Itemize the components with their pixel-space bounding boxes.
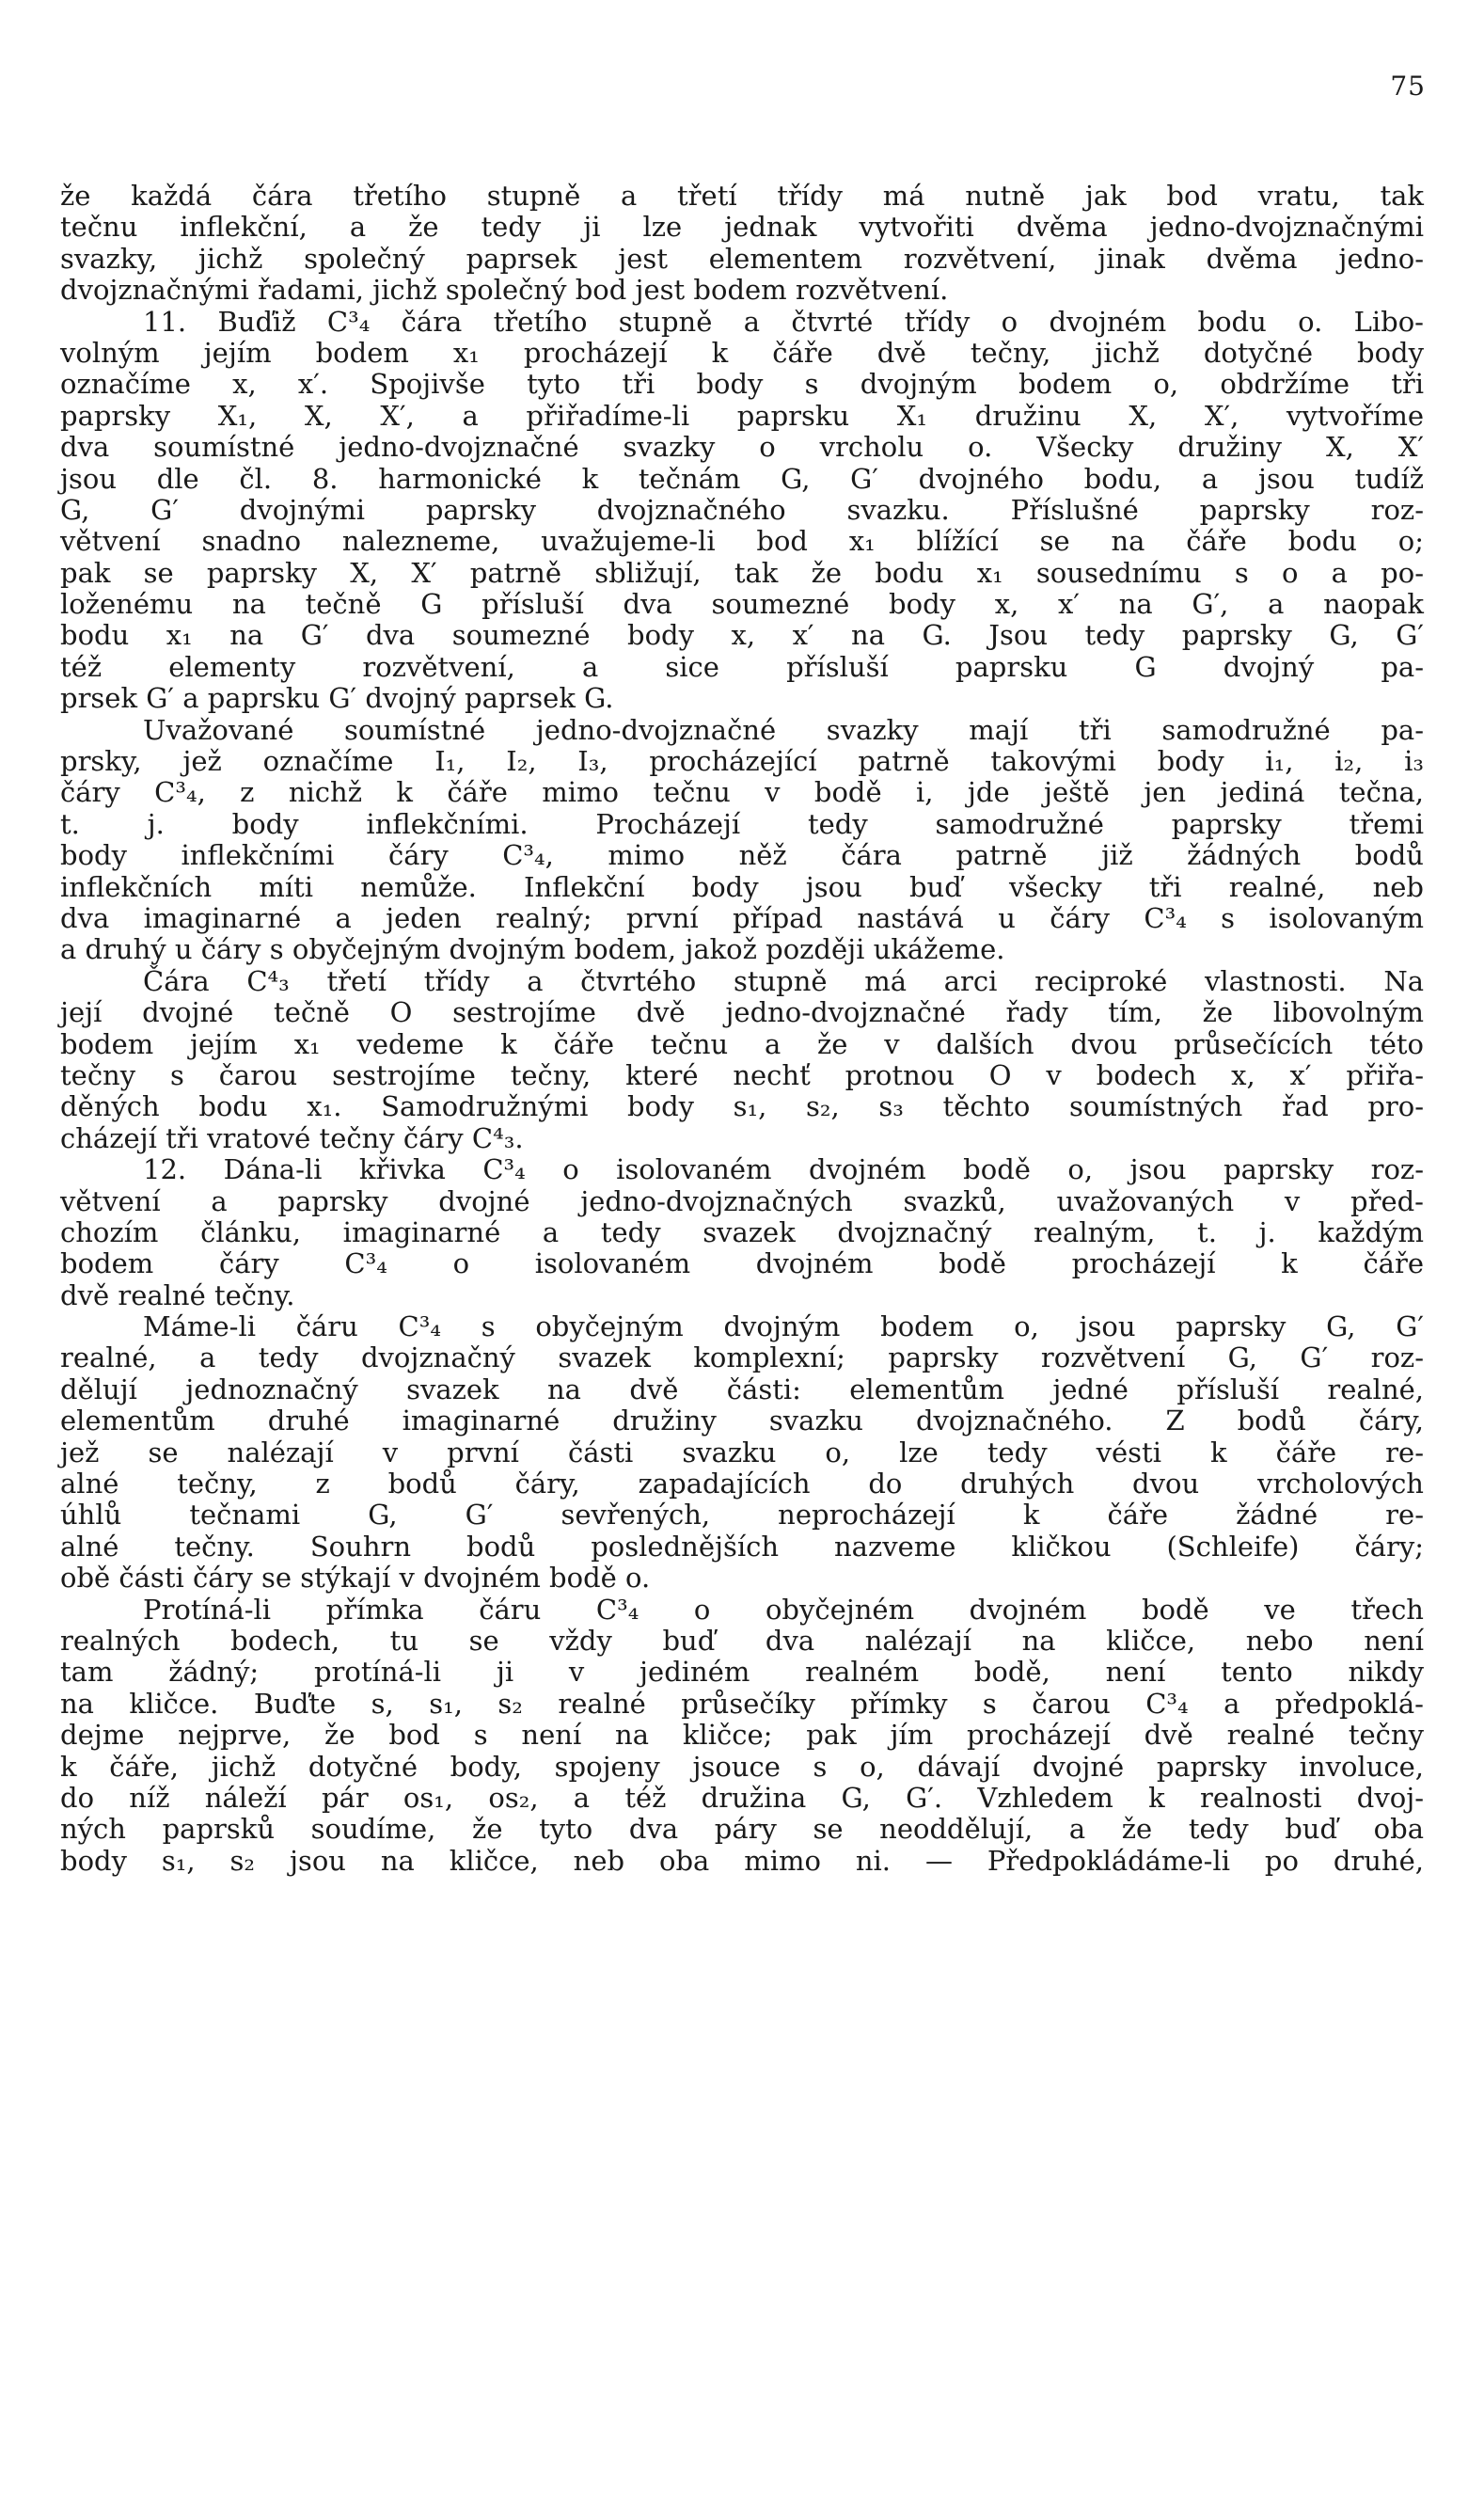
text-line: dělují jednoznačný svazek na dvě části: elementům jedné přísluší realné, (60, 1373, 1424, 1405)
text-line: dvě realné tečny. (60, 1278, 295, 1311)
text-line: Uvažované soumístné jedno-dvojznačné svazky mají tři samodružné pa- (143, 713, 1424, 746)
text-line: že každá čára třetího stupně a třetí třídy má nutně jak bod vratu, tak (60, 180, 1424, 212)
text-line: realné, a tedy dvojznačný svazek komplexní; paprsky rozvětvení G, G′ roz- (60, 1341, 1424, 1374)
text-line: jež se nalézají v první části svazku o, lze tedy vésti k čáře re- (60, 1436, 1424, 1468)
text-line: realných bodech, tu se vždy buď dva nalézají na kličce, nebo není (60, 1624, 1424, 1657)
text-line: body s₁, s₂ jsou na kličce, neb oba mimo ni. — Předpokládáme-li po druhé, (60, 1844, 1424, 1877)
text-line: G, G′ dvojnými paprsky dvojznačného svazku. Příslušné paprsky roz- (60, 493, 1424, 526)
text-line: do níž náleží pár os₁, os₂, a též družina G, G′. Vzhledem k realnosti dvoj- (60, 1781, 1424, 1814)
text-line: elementům druhé imaginarné družiny svazku dvojznačného. Z bodů čáry, (60, 1405, 1424, 1437)
text-line: na kličce. Buďte s, s₁, s₂ realné průsečíky přímky s čarou C³₄ a předpoklá- (60, 1687, 1424, 1720)
text-line: alné tečny, z bodů čáry, zapadajících do druhých dvou vrcholových (60, 1468, 1424, 1500)
text-line: 12. Dána-li křivka C³₄ o isolovaném dvojném bodě o, jsou paprsky roz- (143, 1153, 1424, 1186)
text-line: větvení snadno nalezneme, uvažujeme-li bod x₁ blížící se na čáře bodu o; (60, 525, 1424, 558)
text-line: t. j. body inflekčními. Procházejí tedy samodružné paprsky třemi (60, 807, 1424, 840)
text-line: alné tečny. Souhrn bodů poslednějších nazveme kličkou (Schleife) čáry; (60, 1530, 1424, 1563)
text-line: tečny s čarou sestrojíme tečny, které nechť protnou O v bodech x, x′ přiřa- (60, 1058, 1424, 1091)
text-line: cházejí tři vratové tečny čáry C⁴₃. (60, 1121, 524, 1154)
text-line: k čáře, jichž dotyčné body, spojeny jsouce s o, dávají dvojné paprsky involuce, (60, 1750, 1424, 1783)
text-line: tam žádný; protíná-li ji v jediném realném bodě, není tento nikdy (60, 1656, 1424, 1689)
text-line: dva imaginarné a jeden realný; první případ nastává u čáry C³₄ s isolovaným (60, 901, 1424, 934)
text-line: Protíná-li přímka čáru C³₄ o obyčejném dvojném bodě ve třech (143, 1593, 1424, 1626)
text-line: inflekčních míti nemůže. Inflekční body jsou buď všecky tři realné, neb (60, 870, 1424, 903)
text-line: bodu x₁ na G′ dva soumezné body x, x′ na G. Jsou tedy paprsky G, G′ (60, 619, 1424, 652)
text-line: prsek G′ a paprsku G′ dvojný paprsek G. (60, 682, 614, 715)
text-line: Čára C⁴₃ třetí třídy a čtvrtého stupně má arci reciproké vlastnosti. Na (143, 964, 1424, 997)
text-line: dva soumístné jedno-dvojznačné svazky o vrcholu o. Všecky družiny X, X′ (60, 431, 1424, 464)
text-line: a druhý u čáry s obyčejným dvojným bodem, jakož později ukážeme. (60, 933, 1005, 966)
text-line: jsou dle čl. 8. harmonické k tečnám G, G′ dvojného bodu, a jsou tudíž (60, 462, 1424, 495)
text-line: tečnu inflekční, a že tedy ji lze jednak vytvořiti dvěma jedno-dvojznačnými (60, 211, 1424, 244)
text-line: prsky, jež označíme I₁, I₂, I₃, procházející patrně takovými body i₁, i₂, i₃ (60, 745, 1424, 778)
text-line: bodem jejím x₁ vedeme k čáře tečnu a že v dalších dvou průsečících této (60, 1027, 1424, 1060)
text-line: též elementy rozvětvení, a sice přísluší paprsku G dvojný pa- (60, 650, 1424, 683)
text-line: paprsky X₁, X, X′, a přiřadíme-li paprsku X₁ družinu X, X′, vytvoříme (60, 399, 1424, 432)
text-line: označíme x, x′. Spojivše tyto tři body s dvojným bodem o, obdržíme tři (60, 368, 1424, 401)
text-line: chozím článku, imaginarné a tedy svazek dvojznačný realným, t. j. každým (60, 1215, 1424, 1248)
text-line: dvojznačnými řadami, jichž společný bod jest bodem rozvětvení. (60, 274, 949, 307)
page-number: 75 (1390, 71, 1426, 102)
text-line: svazky, jichž společný paprsek jest elementem rozvětvení, jinak dvěma jedno- (60, 242, 1424, 275)
text-line: loženému na tečně G přísluší dva soumezné body x, x′ na G′, a naopak (60, 588, 1424, 621)
text-line: děných bodu x₁. Samodružnými body s₁, s₂, s₃ těchto soumístných řad pro- (60, 1090, 1424, 1123)
text-line: ných paprsků soudíme, že tyto dva páry se neoddělují, a že tedy buď oba (60, 1813, 1424, 1846)
text-line: volným jejím bodem x₁ procházejí k čáře dvě tečny, jichž dotyčné body (60, 336, 1424, 369)
text-line: obě části čáry se stýkají v dvojném bodě o. (60, 1562, 651, 1595)
text-line: čáry C³₄, z nichž k čáře mimo tečnu v bodě i, jde ještě jen jediná tečna, (60, 776, 1424, 809)
text-line: pak se paprsky X, X′ patrně sbližují, tak že bodu x₁ sousednímu s o a po- (60, 556, 1424, 589)
text-line: úhlů tečnami G, G′ sevřených, neprocházejí k čáře žádné re- (60, 1499, 1424, 1532)
text-line: body inflekčními čáry C³₄, mimo něž čára patrně již žádných bodů (60, 839, 1424, 872)
text-line: 11. Buďiž C³₄ čára třetího stupně a čtvrté třídy o dvojném bodu o. Libo- (143, 305, 1424, 338)
text-line: bodem čáry C³₄ o isolovaném dvojném bodě procházejí k čáře (60, 1247, 1424, 1280)
text-line: dejme nejprve, že bod s není na kličce; pak jím procházejí dvě realné tečny (60, 1719, 1424, 1752)
body-text (60, 181, 1424, 1877)
text-line: větvení a paprsky dvojné jedno-dvojznačných svazků, uvažovaných v před- (60, 1184, 1424, 1217)
text-line: její dvojné tečně O sestrojíme dvě jedno-dvojznačné řady tím, že libovolným (60, 996, 1424, 1029)
text-line: Máme-li čáru C³₄ s obyčejným dvojným bodem o, jsou paprsky G, G′ (143, 1310, 1424, 1343)
